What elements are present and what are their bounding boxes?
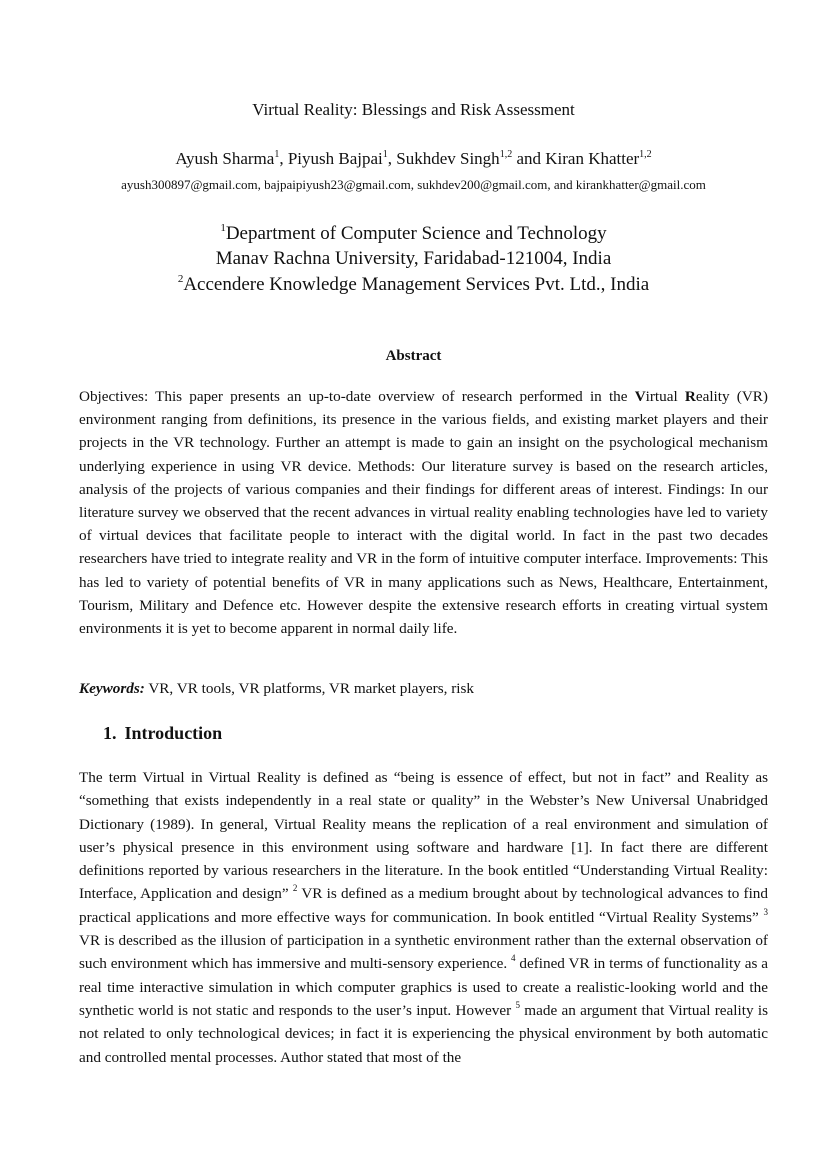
citation-ref: 3 [763, 906, 768, 917]
citation-ref: 2 [292, 883, 298, 894]
paper-title: Virtual Reality: Blessings and Risk Assessment [252, 100, 575, 119]
abstract-segment: eality (VR) environment ranging from definitions, its presence in the various fields, and existing market players and their projects in the VR technology. Further an attempt is made to gain an insight on the psychological mechanism underlying experience in using VR device. Methods: Our literature survey is based on the research articles, analysis of the projects of various companies and their findings for different areas of interest. Findings: In our literature survey we observed that the recent advances in virtual reality enabling technologies have led to variety of virtual devices that facilitate people to interact with the digital world. In fact in the past two decades researchers have tried to integrate reality and VR in the form of intuitive computer interface. Improvements: This has led to variety of potential benefits of VR in many applications such as News, Healthcare, Entertainment, Tourism, Military and Defence etc. However despite the extensive research efforts in creating virtual system environments it is yet to become apparent in normal daily life. [79, 388, 768, 638]
citation-ref: 5 [515, 999, 520, 1010]
author-affiliation-marker: 1,2 [499, 149, 513, 160]
author-name: Sukhdev Singh [396, 149, 500, 168]
paragraph-segment: The term Virtual in Virtual Reality is defined as “being is essence of effect, but not in fact” and Reality as “something that exists independently in a real state or quality” in the Webster’s New Universal Unabridged Dictionary (1989). In general, Virtual Reality means the replication of a real environment and simulation of user’s physical presence in this environment using software and hardware [1]. In fact there are different definitions reported by various researchers in the literature. In the book entitled “Understanding Virtual Reality: Interface, Application and design” [79, 769, 768, 903]
keywords-label: Keywords: [79, 680, 145, 697]
affiliation-marker: 2 [177, 273, 184, 285]
affiliation-marker: 1 [220, 222, 226, 234]
paragraph-segment: VR is described as the illusion of participation in a synthetic environment rather than the external observation of such environment which has immersive and multi-sensory experience. [79, 932, 768, 973]
author-name: Piyush Bajpai [287, 149, 383, 168]
keywords-list: VR, VR tools, VR platforms, VR market players, risk [144, 680, 475, 697]
affiliation-2 [0, 273, 827, 297]
author-separator: , [387, 149, 397, 168]
author-name: Ayush Sharma [175, 149, 275, 168]
paragraph-segment: made an argument that Virtual reality is not related to only technological devices; in fact it is experiencing the physical environment by both automatic and controlled mental processes. Author stated that most of the [79, 1001, 768, 1066]
abstract-text [79, 385, 768, 640]
introduction-paragraph [79, 766, 768, 1069]
affiliation-1 [0, 222, 827, 246]
abstract-bold-letter: R [684, 388, 696, 405]
affiliation-company: Accendere Knowledge Management Services Pvt. Ltd., India [183, 274, 650, 295]
abstract-segment: irtual [645, 388, 685, 405]
section-number: 1. [103, 723, 117, 743]
author-affiliation-marker: 1,2 [639, 149, 652, 160]
paragraph-segment: VR is defined as a medium brought about by technological advances to find practical applications and more effective ways for communication. In book entitled “Virtual Reality Systems” [79, 885, 768, 926]
section-heading-introduction [103, 721, 222, 745]
author-list [0, 148, 827, 170]
author-name: Kiran Khatter [545, 149, 640, 168]
author-affiliation-marker: 1 [382, 149, 388, 160]
author-separator: , [279, 149, 288, 168]
author-affiliation-marker: 1 [274, 149, 280, 160]
author-separator: and [512, 149, 546, 168]
affiliation-1-address: Manav Rachna University, Faridabad-121004, India [215, 248, 612, 269]
abstract-heading: Abstract [385, 348, 442, 364]
section-title: Introduction [124, 723, 223, 743]
author-emails: ayush300897@gmail.com, bajpaipiyush23@gmail.com, sukhdev200@gmail.com, and kirankhatter@gmail.com [121, 177, 706, 192]
citation-ref: 4 [511, 953, 516, 964]
abstract-bold-letter: V [634, 388, 646, 405]
keywords [79, 679, 768, 699]
paragraph-segment: defined VR in terms of functionality as a real time interactive simulation in which computer graphics is used to create a realistic-looking world and the synthetic world is not static and responds to the user’s input. However [79, 955, 768, 1019]
affiliation-department: Department of Computer Science and Technology [225, 223, 607, 244]
abstract-segment: Objectives: This paper presents an up-to-date overview of research performed in the [79, 388, 635, 405]
